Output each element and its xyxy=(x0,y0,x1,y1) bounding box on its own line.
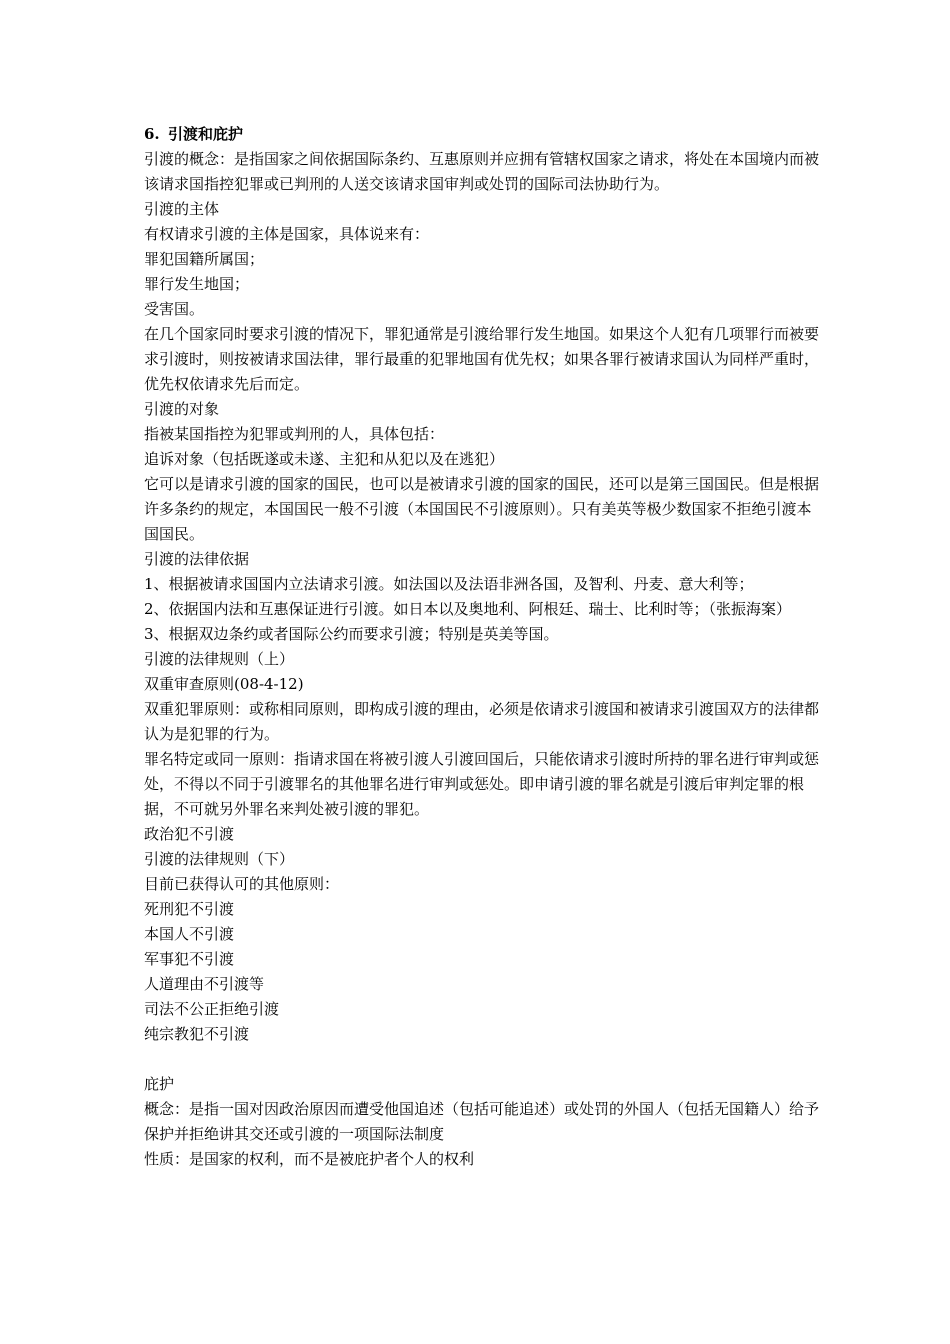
paragraph: 追诉对象（包括既遂或未遂、主犯和从犯以及在逃犯） xyxy=(144,450,505,468)
paragraph: 双重犯罪原则：或称相同原则，即构成引渡的理由，必须是依请求引渡国和被请求引渡国双方的法律都认为是犯罪的行为。 xyxy=(144,700,820,743)
paragraph-list xyxy=(144,147,824,1047)
paragraph: 纯宗教犯不引渡 xyxy=(144,1025,250,1043)
paragraph: 司法不公正拒绝引渡 xyxy=(144,1000,280,1018)
paragraph: 受害国。 xyxy=(144,300,205,318)
paragraph: 死刑犯不引渡 xyxy=(144,900,235,918)
paragraph: 罪行发生地国； xyxy=(144,275,250,293)
paragraph: 1、根据被请求国国内立法请求引渡。如法国以及法语非洲各国，及智利、丹麦、意大利等； xyxy=(144,575,754,593)
paragraph: 有权请求引渡的主体是国家，具体说来有： xyxy=(144,225,430,243)
paragraph: 军事犯不引渡 xyxy=(144,950,235,968)
document-page xyxy=(144,122,824,1172)
paragraph: 在几个国家同时要求引渡的情况下，罪犯通常是引渡给罪行发生地国。如果这个人犯有几项罪行而被要求引渡时，则按被请求国法律，罪行最重的犯罪地国有优先权；如果各罪行被请求国认为同样严重时，优先权依请求先后而定。 xyxy=(144,325,820,393)
paragraph: 人道理由不引渡等 xyxy=(144,975,265,993)
paragraph: 3、根据双边条约或者国际公约而要求引渡；特别是英美等国。 xyxy=(144,625,559,643)
section-title: 引渡和庇护 xyxy=(168,125,244,143)
paragraph: 指被某国指控为犯罪或判刑的人，具体包括： xyxy=(144,425,445,443)
asylum-concept: 概念：是指一国对因政治原因而遭受他国追述（包括可能追述）或处罚的外国人（包括无国籍人）给予保护并拒绝讲其交还或引渡的一项国际法制度 xyxy=(144,1100,820,1143)
paragraph: 本国人不引渡 xyxy=(144,925,235,943)
paragraph: 引渡的法律依据 xyxy=(144,550,250,568)
asylum-nature: 性质：是国家的权利，而不是被庇护者个人的权利 xyxy=(144,1150,475,1168)
section-number: 6. xyxy=(144,125,160,143)
paragraph: 罪犯国籍所属国； xyxy=(144,250,265,268)
paragraph: 目前已获得认可的其他原则： xyxy=(144,875,340,893)
blank-line xyxy=(144,1047,824,1072)
paragraph: 引渡的对象 xyxy=(144,400,220,418)
paragraph: 引渡的法律规则（上） xyxy=(144,650,295,668)
section-heading xyxy=(144,122,824,147)
paragraph: 双重审查原则(08-4-12) xyxy=(144,675,304,693)
paragraph: 2、依据国内法和互惠保证进行引渡。如日本以及奥地利、阿根廷、瑞士、比利时等；（张振海案） xyxy=(144,600,792,618)
paragraph: 政治犯不引渡 xyxy=(144,825,235,843)
asylum-title: 庇护 xyxy=(144,1075,175,1093)
paragraph: 引渡的法律规则（下） xyxy=(144,850,295,868)
paragraph: 它可以是请求引渡的国家的国民，也可以是被请求引渡的国家的国民，还可以是第三国国民。但是根据许多条约的规定，本国国民一般不引渡（本国国民不引渡原则）。只有美英等极少数国家不拒绝引渡本国国民。 xyxy=(144,475,820,543)
paragraph: 引渡的概念：是指国家之间依据国际条约、互惠原则并应拥有管辖权国家之请求，将处在本国境内而被该请求国指控犯罪或已判刑的人送交该请求国审判或处罚的国际司法协助行为。 xyxy=(144,150,820,193)
paragraph: 引渡的主体 xyxy=(144,200,220,218)
paragraph: 罪名特定或同一原则：指请求国在将被引渡人引渡回国后，只能依请求引渡时所持的罪名进行审判或惩处，不得以不同于引渡罪名的其他罪名进行审判或惩处。即申请引渡的罪名就是引渡后审判定罪的根据，不可就另外罪名来判处被引渡的罪犯。 xyxy=(144,750,820,818)
